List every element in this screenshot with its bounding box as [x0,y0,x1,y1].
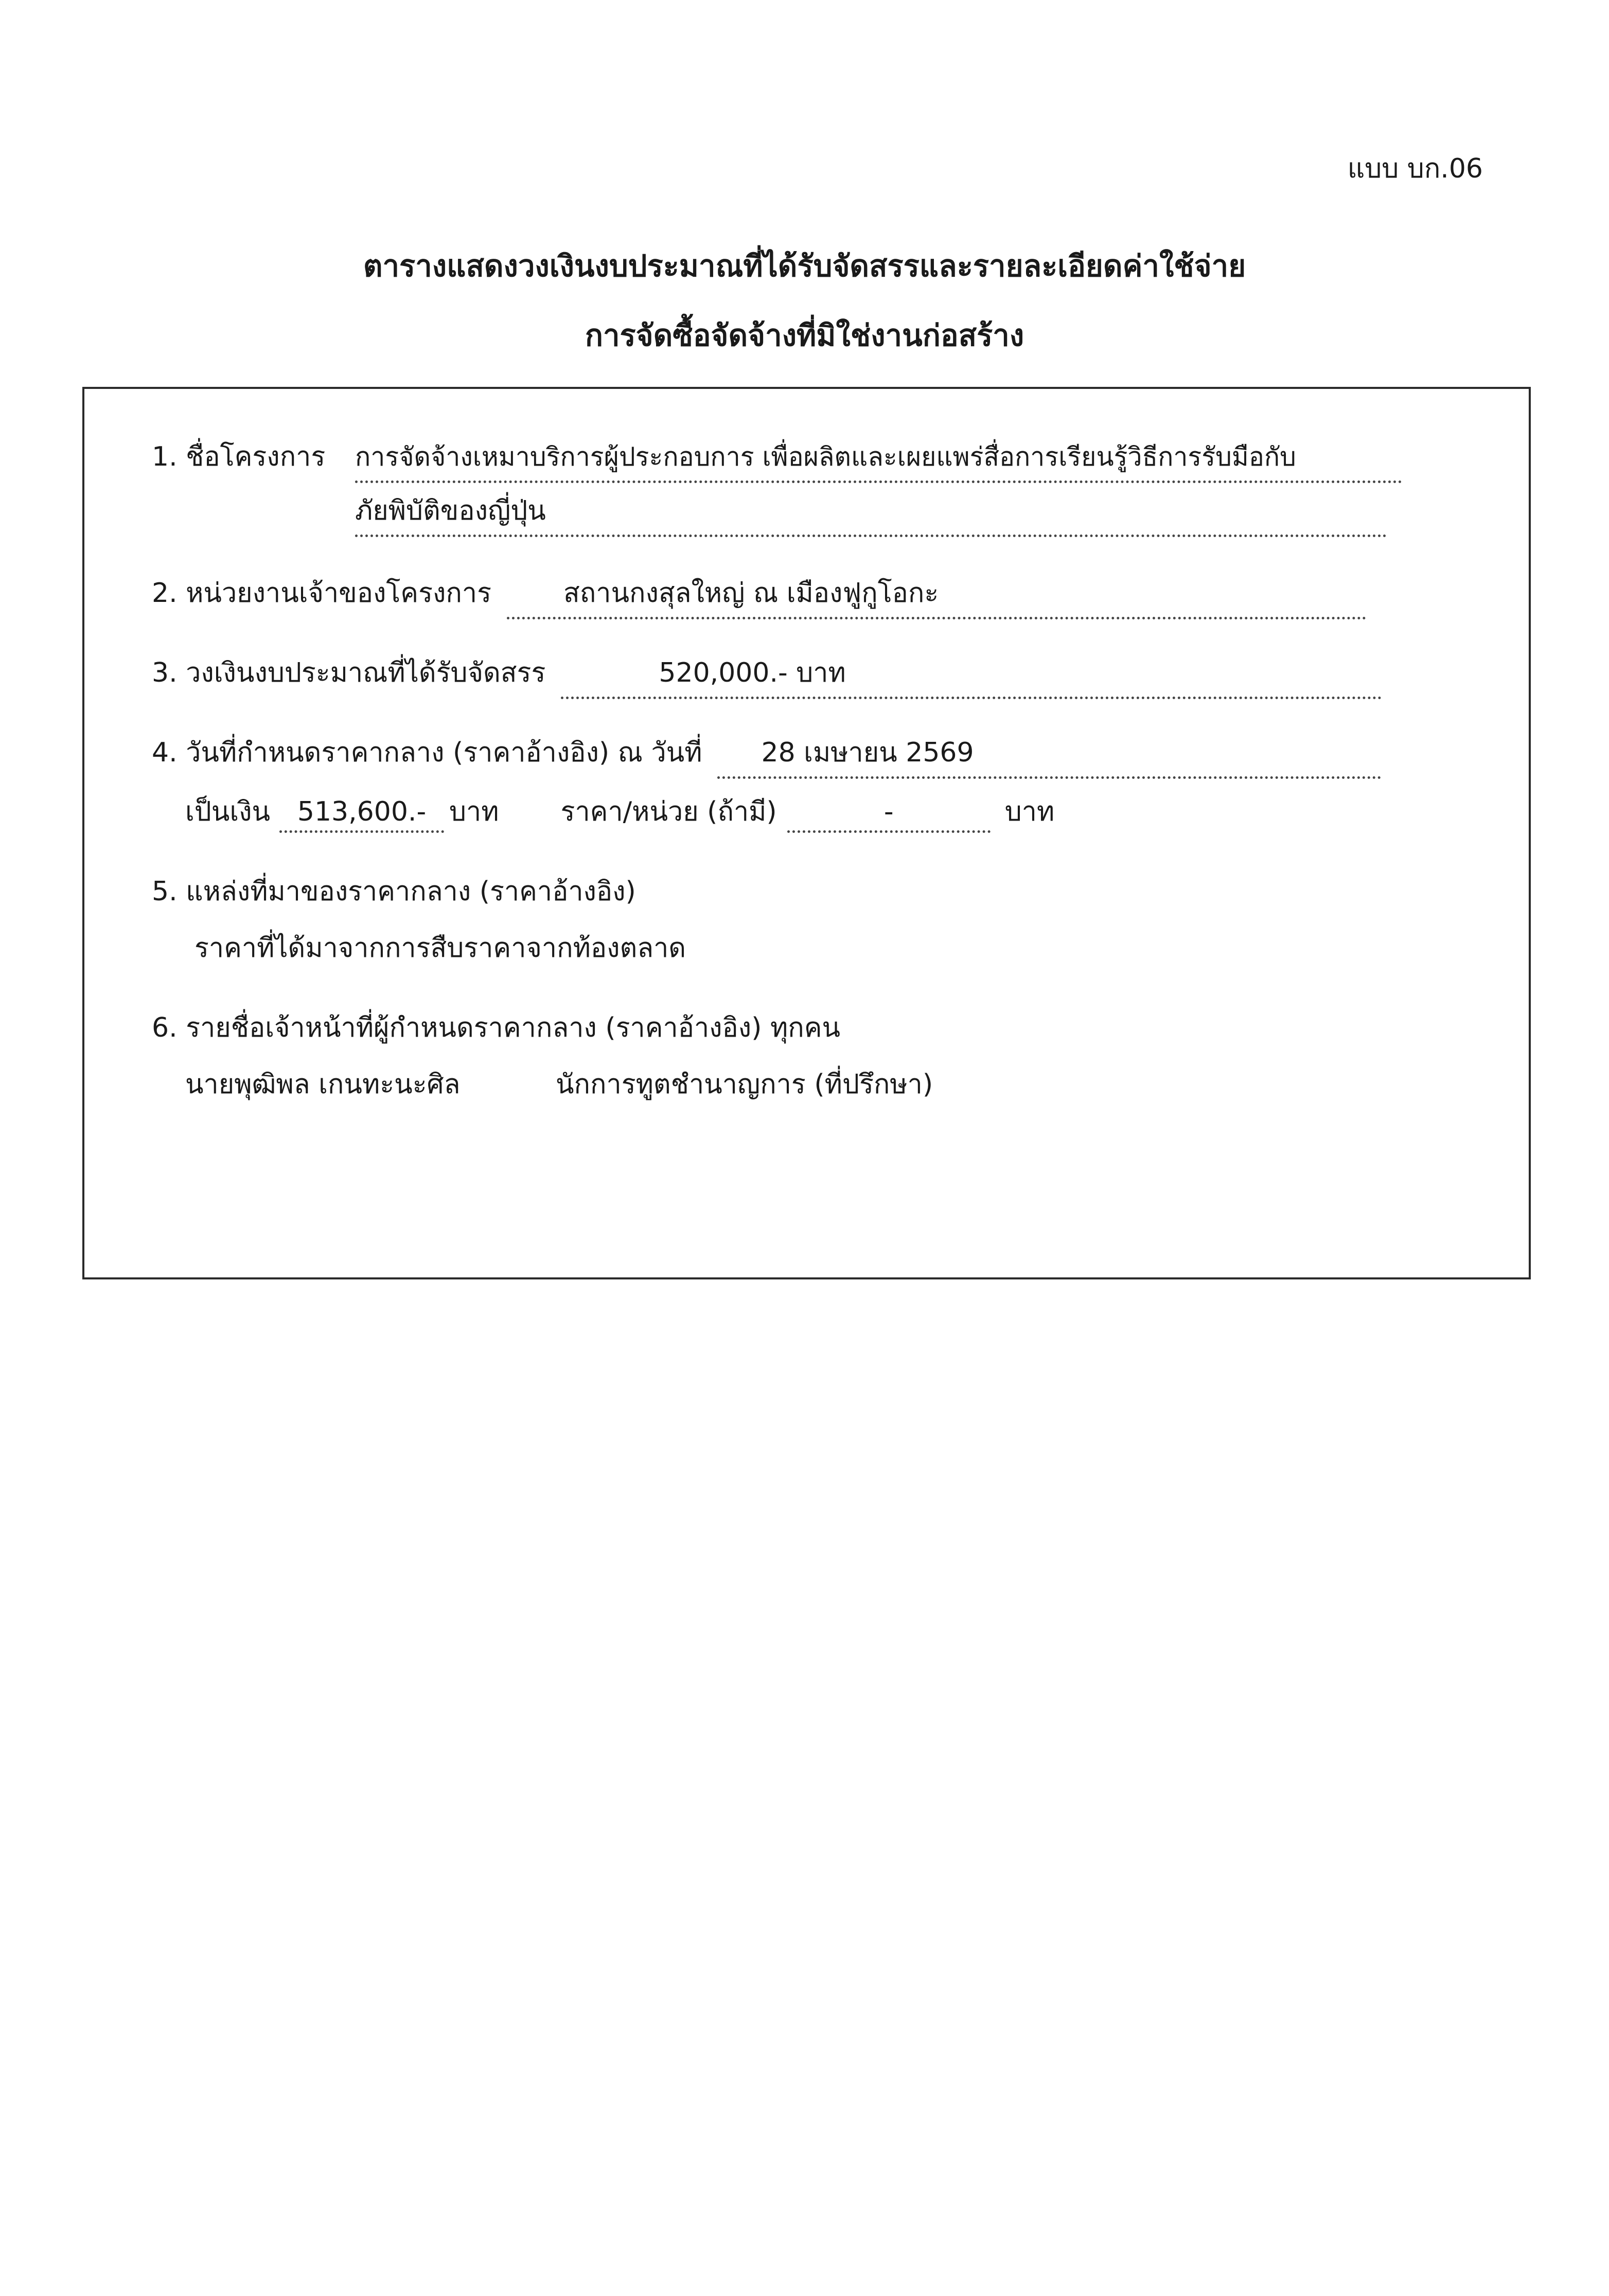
reference-date-row [152,731,1381,779]
officials-row [152,1006,840,1048]
amount-label: เป็นเงิน [185,796,271,827]
project-name-label: 1. ชื่อโครงการ [152,441,326,472]
amount-value: 513,600.- [279,796,444,833]
project-name-row [152,435,1402,483]
amount-unit: บาท [449,796,499,827]
agency-value: สถานกงสุลใหญ่ ณ เมืองฟูกูโอกะ [507,571,1366,619]
unit-price-value: - [787,796,991,833]
form-code: แบบ บก.06 [1347,153,1483,184]
official-position: นักการทูตชำนาญการ (ที่ปรึกษา) [556,1069,933,1100]
reference-date-value: 28 เมษายน 2569 [717,731,1381,779]
price-source-label: 5. แหล่งที่มาของราคากลาง (ราคาอ้างอิง) [152,876,636,907]
agency-label: 2. หน่วยงานเจ้าของโครงการ [152,578,492,609]
reference-date-label: 4. วันที่กำหนดราคากลาง (ราคาอ้างอิง) ณ วันที่ [152,737,702,768]
project-name-value: การจัดจ้างเหมาบริการผู้ประกอบการ เพื่อผลิตและเผยแพร่สื่อการเรียนรู้วิธีการรับมือกับ [355,437,1402,483]
price-source-row [152,869,636,912]
budget-row [152,651,1382,699]
official-name: นายพุฒิพล เกนทะนะศิล [185,1069,461,1100]
project-name-value-line-2: ภัยพิบัติของญี่ปุ่น [355,489,1387,537]
project-name-row-2 [355,489,1387,537]
amount-row [185,790,1054,833]
price-source-value-row [195,926,686,969]
official-entry [185,1062,933,1105]
officials-label: 6. รายชื่อเจ้าหน้าที่ผู้กำหนดราคากลาง (ราคาอ้างอิง) ทุกคน [152,1012,841,1043]
document-title-line-1: ตารางแสดงวงเงินงบประมาณที่ได้รับจัดสรรและรายละเอียดค่าใช้จ่าย [363,248,1246,283]
unit-price-unit: บาท [1004,796,1055,827]
document-title-line-2: การจัดซื้อจัดจ้างที่มิใช่งานก่อสร้าง [585,318,1024,353]
unit-price-label: ราคา/หน่วย (ถ้ามี) [560,796,777,827]
budget-value: 520,000.- บาท [561,651,1382,699]
agency-row [152,571,1366,619]
price-source-value: ราคาที่ได้มาจากการสืบราคาจากท้องตลาด [195,933,686,964]
budget-label: 3. วงเงินงบประมาณที่ได้รับจัดสรร [152,657,546,688]
